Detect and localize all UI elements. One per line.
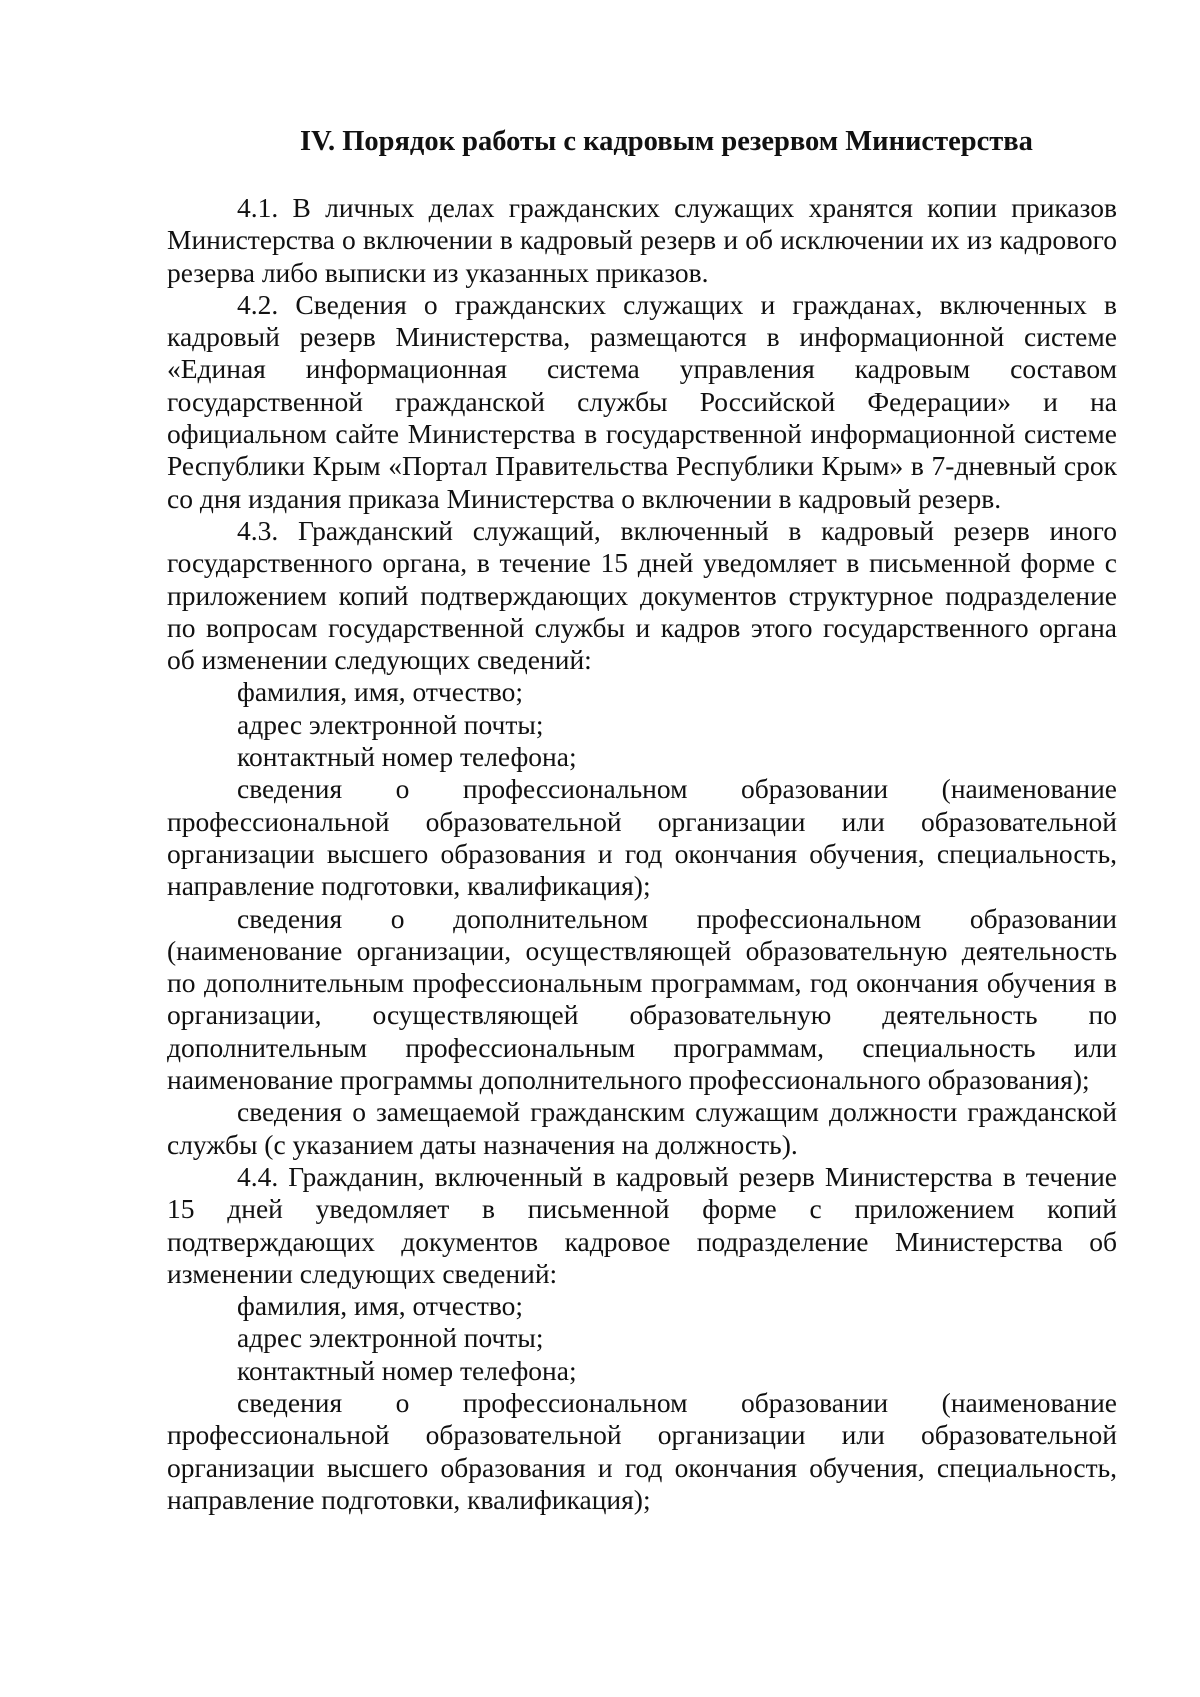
section-title: IV. Порядок работы с кадровым резервом Министерства — [300, 126, 1033, 157]
list-item-full-name: фамилия, имя, отчество; — [237, 676, 524, 708]
list-item-position: сведения о замещаемой гражданским служащим должности гражданской службы (с указанием даты назначения на должность). — [167, 1096, 1117, 1160]
paragraph-4-2: 4.2. Сведения о гражданских служащих и гражданах, включенных в кадровый резерв Министерства, размещаются в информационной системе «Единая информационная система управления кадровым составом государственной гражданской службы Российской Федерации» и на официальном сайте Министерства в государственной информационной системе Республики Крым «Портал Правительства Республики Крым» в 7-дневный срок со дня издания приказа Министерства о включении в кадровый резерв. — [167, 288, 1117, 514]
document-body — [167, 192, 1117, 1516]
paragraph-4-1: 4.1. В личных делах гражданских служащих хранятся копии приказов Министерства о включении в кадровый резерв и об исключении их из кадрового резерва либо выписки из указанных приказов. — [167, 192, 1117, 288]
list-item-phone: контактный номер телефона; — [237, 1354, 577, 1386]
list-item-additional-education: сведения о дополнительном профессиональном образовании (наименование организации, осуществляющей образовательную деятельность по дополнительным профессиональным программам, год окончания обучения в организации, осуществляющей образовательную деятельность по дополнительным профессиональным программам, специальность или наименование программы дополнительного профессионального образования); — [167, 902, 1117, 1096]
list-item-email: адрес электронной почты; — [237, 708, 544, 740]
list-item-email: адрес электронной почты; — [237, 1322, 544, 1354]
list-item-professional-education: сведения о профессиональном образовании (наименование профессиональной образовательной организации или образовательной организации высшего образования и год окончания обучения, специальность, направление подготовки, квалификация); — [167, 1386, 1117, 1515]
list-item-full-name: фамилия, имя, отчество; — [237, 1290, 524, 1322]
paragraph-4-3: 4.3. Гражданский служащий, включенный в кадровый резерв иного государственного органа, в течение 15 дней уведомляет в письменной форме с приложением копий подтверждающих документов структурное подразделение по вопросам государственной службы и кадров этого государственного органа об изменении следующих сведений: — [167, 514, 1117, 676]
list-item-professional-education: сведения о профессиональном образовании (наименование профессиональной образовательной организации или образовательной организации высшего образования и год окончания обучения, специальность, направление подготовки, квалификация); — [167, 773, 1117, 902]
list-item-phone: контактный номер телефона; — [237, 741, 577, 773]
paragraph-4-4: 4.4. Гражданин, включенный в кадровый резерв Министерства в течение 15 дней уведомляет в письменной форме с приложением копий подтверждающих документов кадровое подразделение Министерства об изменении следующих сведений: — [167, 1160, 1117, 1289]
